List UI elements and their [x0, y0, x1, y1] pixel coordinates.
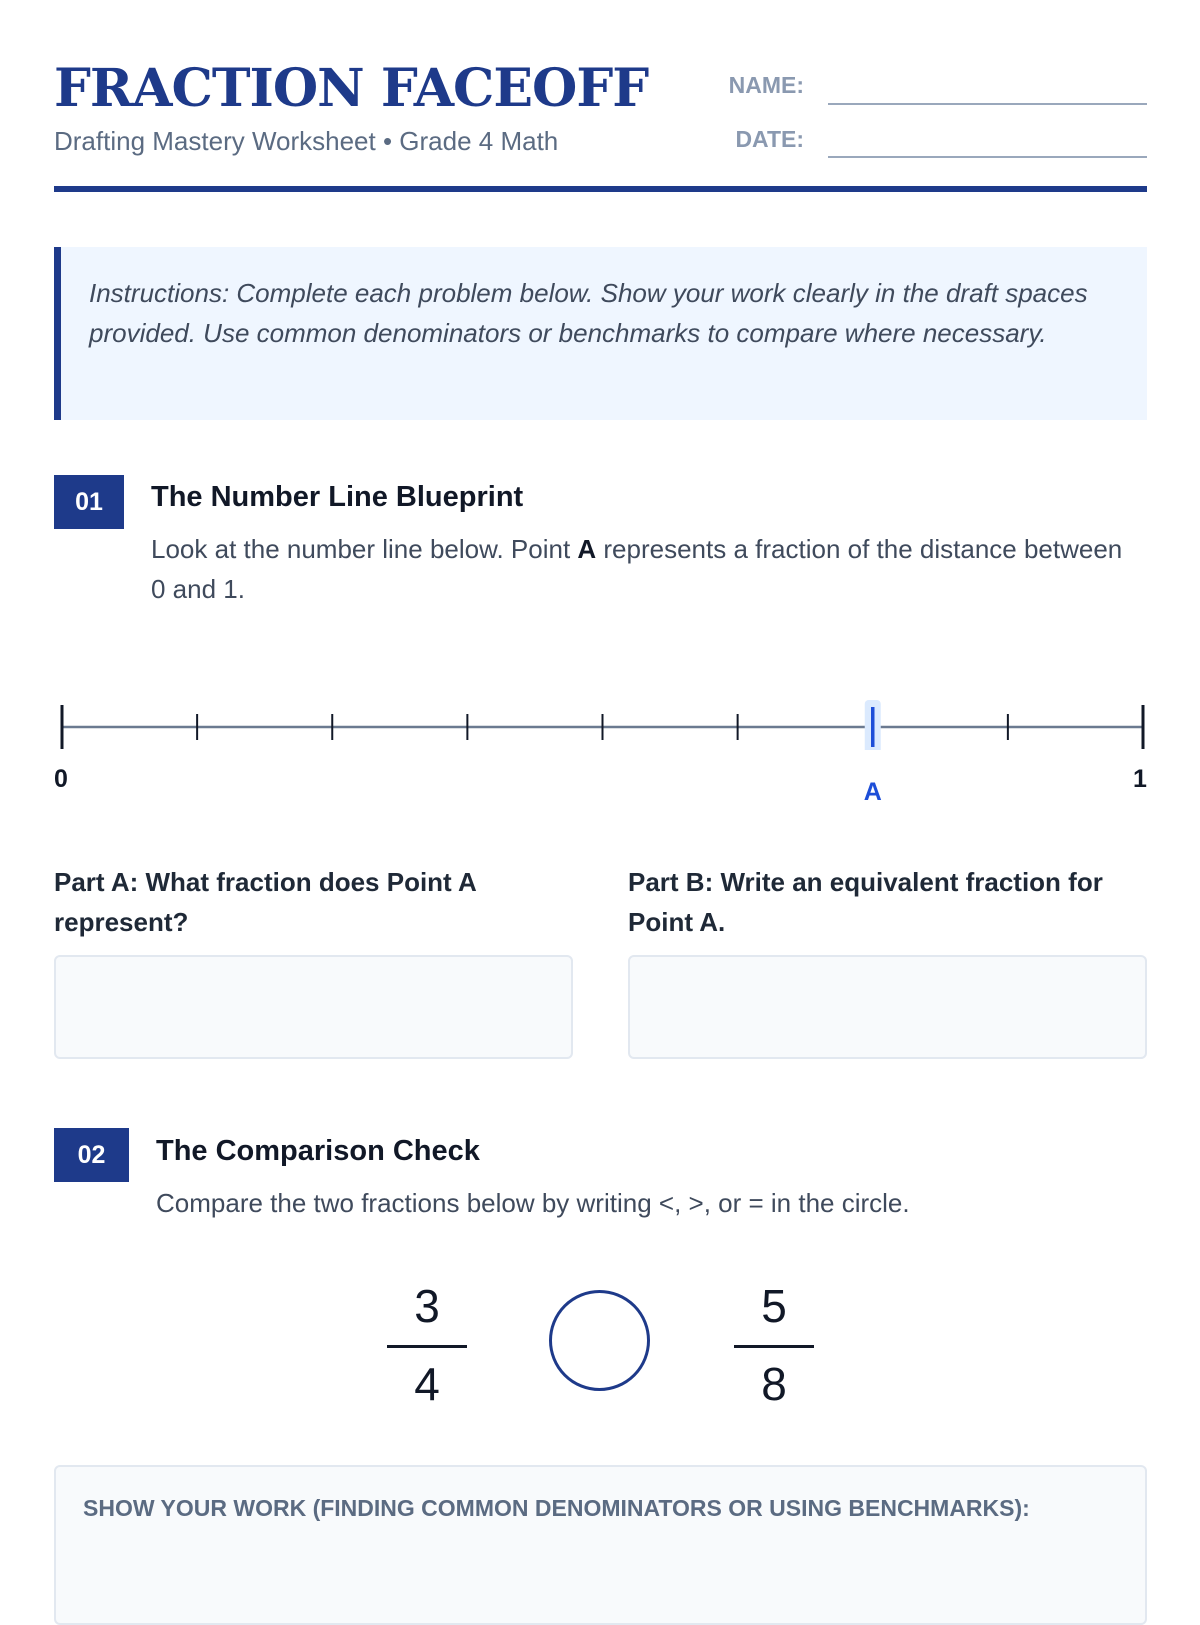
- left-numerator: 3: [414, 1280, 440, 1332]
- part-b-answer-box[interactable]: [628, 955, 1147, 1059]
- problem-number-badge: 02: [54, 1128, 129, 1182]
- name-label: NAME:: [728, 72, 804, 98]
- comparison-circle[interactable]: [549, 1290, 650, 1391]
- part-a-answer-box[interactable]: [54, 955, 573, 1059]
- point-a-reference: A: [577, 534, 597, 564]
- problem-number-badge: 01: [54, 475, 124, 529]
- date-label: DATE:: [735, 126, 804, 152]
- problem-description: Compare the two fractions below by writing <, >, or = in the circle.: [156, 1188, 910, 1218]
- header-divider: [54, 186, 1147, 192]
- number-line-end-label: 1: [1133, 765, 1147, 793]
- part-b-question: Part B: Write an equivalent fraction for Point A.: [628, 867, 1103, 937]
- name-field[interactable]: [828, 103, 1147, 105]
- show-work-box[interactable]: [54, 1465, 1147, 1625]
- worksheet-subtitle: Drafting Mastery Worksheet • Grade 4 Math: [54, 126, 559, 156]
- problem-title: The Comparison Check: [156, 1135, 480, 1167]
- fraction-bar: [387, 1345, 467, 1348]
- number-line-ticks: [62, 700, 1143, 750]
- worksheet-title: FRACTION FACEOFF: [54, 58, 649, 119]
- problem-description: Look at the number line below. Point A represents a fraction of the distance between 0 and 1.: [151, 534, 1123, 604]
- show-work-label: SHOW YOUR WORK (FINDING COMMON DENOMINATORS OR USING BENCHMARKS):: [83, 1495, 1030, 1521]
- left-denominator: 4: [414, 1358, 440, 1410]
- fraction-bar: [734, 1345, 814, 1348]
- point-a-label: A: [863, 778, 882, 806]
- problem-title: The Number Line Blueprint: [151, 481, 524, 513]
- instructions-text: Instructions: Complete each problem below. Show your work clearly in the draft spaces provided. Use common denominators or benchmarks to compare where necessary.: [89, 278, 1088, 348]
- number-line-graphic: [54, 690, 1147, 750]
- worksheet-header: [54, 0, 1147, 195]
- part-a-question: Part A: What fraction does Point A represent?: [54, 867, 476, 937]
- right-denominator: 8: [761, 1358, 787, 1410]
- right-numerator: 5: [761, 1280, 787, 1332]
- instructions-box: [54, 247, 1147, 420]
- number-line-start-label: 0: [54, 765, 68, 793]
- number-line: [54, 690, 1147, 820]
- date-field[interactable]: [828, 156, 1147, 158]
